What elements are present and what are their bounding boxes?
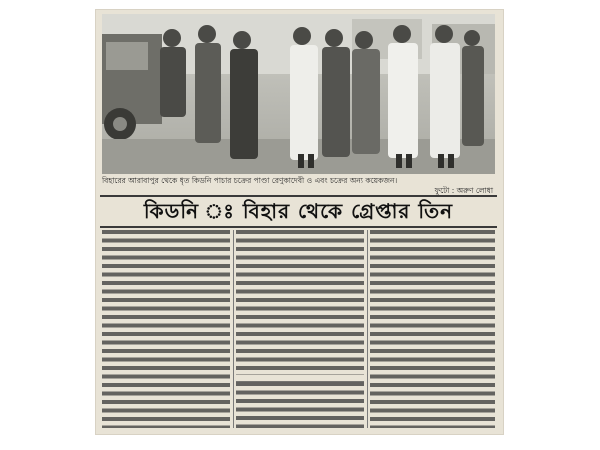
news-photo: [102, 14, 495, 174]
article-body: [102, 230, 495, 428]
photo-credit: ফুটো : অরুণ লোধা: [434, 186, 493, 195]
article-column-3: [370, 230, 495, 428]
article-column-2-continued: [236, 381, 364, 428]
article-column-1: [102, 230, 230, 428]
article-column-2: [236, 230, 364, 375]
caption-text: বিহারের আরাবাপুর থেকে ধৃত কিডনি পাচার চক্রের পাণ্ডা রেণুকাদেবী ও এবং চক্রের অন্য কয়েকজন।: [102, 176, 398, 185]
column-divider: [233, 230, 234, 428]
headline: কিডনি ঃ বিহার থেকে গ্রেপ্তার তিন: [143, 199, 454, 223]
photo-caption: [102, 176, 495, 196]
column-divider: [367, 230, 368, 428]
newspaper-clipping: [96, 10, 503, 434]
headline-rule-bottom: [100, 226, 497, 228]
